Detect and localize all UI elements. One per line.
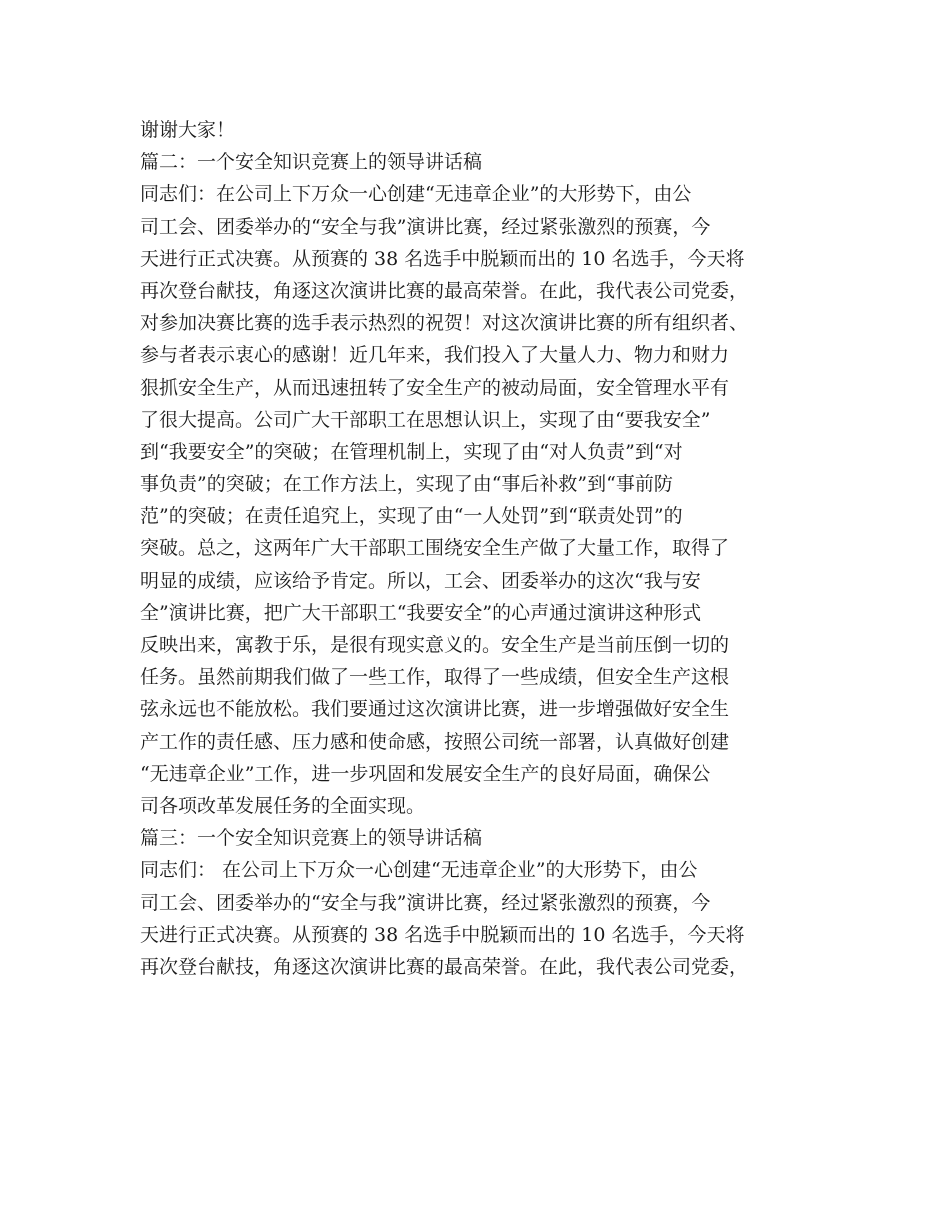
text-line: 了很大提高。公司广大干部职工在思想认识上，实现了由“要我安全” (140, 408, 711, 431)
text-line: 司工会、团委举办的“安全与我”演讲比赛，经过紧张激烈的预赛，今 (140, 215, 711, 238)
text-line: 产工作的责任感、压力感和使命感，按照公司统一部署，认真做好创建 (140, 730, 730, 753)
text-line: 突破。总之，这两年广大干部职工围绕安全生产做了大量工作，取得了 (140, 537, 730, 560)
text-line: 弦永远也不能放松。我们要通过这次演讲比赛，进一步增强做好安全生 (140, 698, 730, 721)
text-line: 天进行正式决赛。从预赛的 38 名选手中脱颖而出的 10 名选手，今天将 (140, 923, 745, 946)
text-line: 同志们：在公司上下万众一心创建“无违章企业”的大形势下，由公 (140, 183, 692, 206)
text-line: 到“我要安全”的突破；在管理机制上，实现了由“对人负责”到“对 (140, 440, 683, 463)
text-line: 全”演讲比赛，把广大干部职工“我要安全”的心声通过演讲这种形式 (140, 601, 702, 624)
section-heading-part-two: 篇二：一个安全知识竞赛上的领导讲话稿 (140, 151, 483, 174)
document-body (140, 114, 820, 983)
text-line: 明显的成绩，应该给予肯定。所以，工会、团委举办的这次“我与安 (140, 569, 701, 592)
text-line: 天进行正式决赛。从预赛的 38 名选手中脱颖而出的 10 名选手，今天将 (140, 247, 745, 270)
text-line: 再次登台献技，角逐这次演讲比赛的最高荣誉。在此，我代表公司党委， (140, 955, 749, 978)
section-heading-part-three: 篇三：一个安全知识竞赛上的领导讲话稿 (140, 827, 483, 850)
text-line-closing: 谢谢大家！ (140, 119, 236, 141)
text-line: 司工会、团委举办的“安全与我”演讲比赛，经过紧张激烈的预赛，今 (140, 891, 711, 914)
text-line: 范”的突破；在责任追究上，实现了由“一人处罚”到“联责处罚”的 (140, 505, 683, 528)
text-line: 同志们： 在公司上下万众一心创建“无违章企业”的大形势下，由公 (140, 859, 698, 882)
text-line: 反映出来，寓教于乐，是很有现实意义的。安全生产是当前压倒一切的 (140, 634, 730, 656)
text-line: “无违章企业”工作，进一步巩固和发展安全生产的良好局面，确保公 (140, 762, 711, 785)
text-line: 再次登台献技，角逐这次演讲比赛的最高荣誉。在此，我代表公司党委， (140, 279, 749, 302)
text-line: 事负责”的突破；在工作方法上，实现了由“事后补救”到“事前防 (140, 473, 673, 496)
text-line: 司各项改革发展任务的全面实现。 (140, 794, 426, 817)
text-line: 参与者表示衷心的感谢！近几年来，我们投入了大量人力、物力和财力 (140, 344, 730, 367)
text-line: 任务。虽然前期我们做了一些工作，取得了一些成绩，但安全生产这根 (140, 666, 730, 689)
text-line: 对参加决赛比赛的选手表示热烈的祝贺！对这次演讲比赛的所有组织者、 (140, 312, 749, 335)
text-line: 狠抓安全生产，从而迅速扭转了安全生产的被动局面，安全管理水平有 (140, 376, 730, 399)
